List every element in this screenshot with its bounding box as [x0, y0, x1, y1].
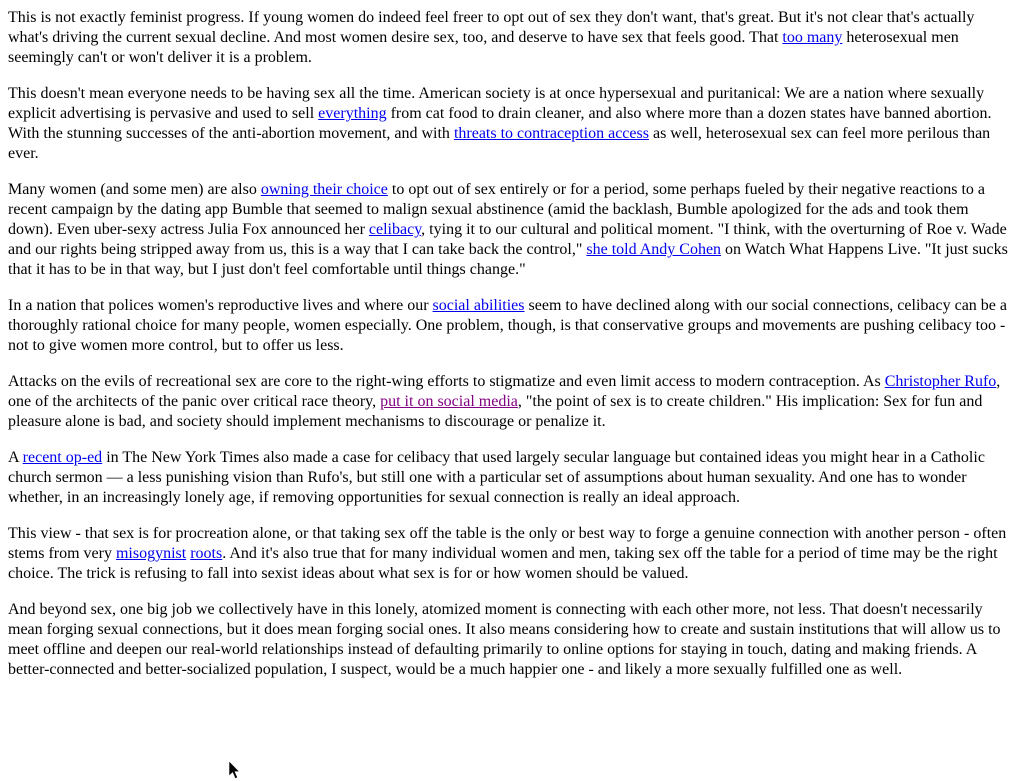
paragraph	[8, 296, 1016, 356]
paragraph-text: A	[8, 449, 23, 466]
paragraph-text: This is not exactly feminist progress. If young women do indeed feel freer to opt out of sex they don't want, that's great. But it's not clear that's actually what's driving the current sexual decline. And most women desire sex, too, and deserve to have sex that feels good. That	[8, 9, 975, 46]
page	[0, 8, 1024, 776]
inline-link[interactable]: misogynist	[115, 545, 187, 562]
paragraph	[8, 180, 1016, 280]
paragraph	[8, 600, 1016, 680]
paragraph-text: on Watch What Happens Live. "It just sucks that it has to be in that way, but I just don't feel comfortable until things change."	[8, 241, 1008, 278]
paragraph-text: And beyond sex, one big job we collectively have in this lonely, atomized moment is connecting with each other more, not less. That doesn't necessarily mean forging sexual connections, but it does mean forging social ones. It also means considering how to create and sustain institutions that will allow us to meet offline and deepen our real-world relationships instead of defaulting primarily to online options for staying in touch, dating and making friends. A better-connected and better-socialized population, I suspect, would be a much happier one - and likely a more sexually fulfilled one as well.	[8, 601, 1001, 678]
paragraph-text: to opt out of sex entirely or for a period, some perhaps fueled by their negative reactions to a recent campaign by the dating app Bumble that seemed to malign sexual abstinence (amid the backlash, Bumble apologized for the ads and took them down). Even uber-sexy actress Julia Fox announced her	[8, 181, 986, 238]
paragraph-text: Attacks on the evils of recreational sex are core to the right-wing efforts to stigmatize and even limit access to modern contraception. As	[8, 373, 885, 390]
paragraph-text: , "the point of sex is to create children." His implication: Sex for fun and pleasure alone is bad, and society should implement mechanisms to discourage or penalize it.	[8, 393, 983, 430]
inline-link[interactable]: owning their choice	[260, 181, 388, 198]
mouse-cursor-icon	[228, 761, 240, 781]
inline-link[interactable]: threats to contraception access	[453, 125, 649, 142]
paragraph-text: heterosexual men seemingly can't or won't deliver it is a problem.	[8, 29, 959, 66]
inline-link[interactable]: celibacy	[368, 221, 422, 238]
paragraph-text: This view - that sex is for procreation alone, or that taking sex off the table is the only or best way to forge a genuine connection with another person - often stems from very	[8, 525, 1007, 562]
paragraph-text: In a nation that polices women's reproductive lives and where our	[8, 297, 433, 314]
paragraph-text: Many women (and some men) are also	[8, 181, 261, 198]
inline-link[interactable]: social abilities	[432, 297, 525, 314]
paragraph-text: This doesn't mean everyone needs to be having sex all the time. American society is at once hypersexual and puritanical: We are a nation where sexually explicit advertising is pervasive and used to sell	[8, 85, 985, 122]
paragraph-text: as well, heterosexual sex can feel more perilous than ever.	[8, 125, 991, 162]
paragraph	[8, 448, 1016, 508]
inline-link[interactable]: recent op-ed	[22, 449, 103, 466]
paragraph	[8, 524, 1016, 584]
paragraph-text: . And it's also true that for many individual women and men, taking sex off the table for a period of time may be the right choice. The trick is refusing to fall into sexist ideas about what sex is for or how women should be valued.	[8, 545, 998, 582]
article-body	[8, 8, 1016, 680]
paragraph	[8, 372, 1016, 432]
inline-link[interactable]: she told Andy Cohen	[586, 241, 722, 258]
paragraph-text: , tying it to our cultural and political moment. "I think, with the overturning of Roe v. Wade and our rights being stripped away from us, this is a way that I can take back the control,"	[8, 221, 1007, 258]
inline-link[interactable]: put it on social media	[380, 393, 518, 410]
paragraph-text: , one of the architects of the panic over critical race theory,	[8, 373, 1001, 410]
inline-link[interactable]: everything	[318, 105, 387, 122]
paragraph-text: from cat food to drain cleaner, and also where more than a dozen states have banned abortion. With the stunning successes of the anti-abortion movement, and with	[8, 105, 992, 142]
inline-link[interactable]: too many	[782, 29, 843, 46]
inline-link[interactable]: roots	[190, 545, 223, 562]
paragraph	[8, 84, 1016, 164]
paragraph	[8, 8, 1016, 68]
paragraph-text: in The New York Times also made a case for celibacy that used largely secular language but contained ideas you might hear in a Catholic church sermon — a less punishing vision than Rufo's, but still one with a particular set of assumptions about human sexuality. And one has to wonder whether, in an increasingly lonely age, if removing opportunities for sexual connection is really an ideal approach.	[8, 449, 985, 506]
paragraph-text: seem to have declined along with our social connections, celibacy can be a thoroughly rational choice for many people, women especially. One problem, though, is that conservative groups and movements are pushing celibacy too - not to give women more control, but to offer us less.	[8, 297, 1007, 354]
inline-link[interactable]: Christopher Rufo	[884, 373, 997, 390]
